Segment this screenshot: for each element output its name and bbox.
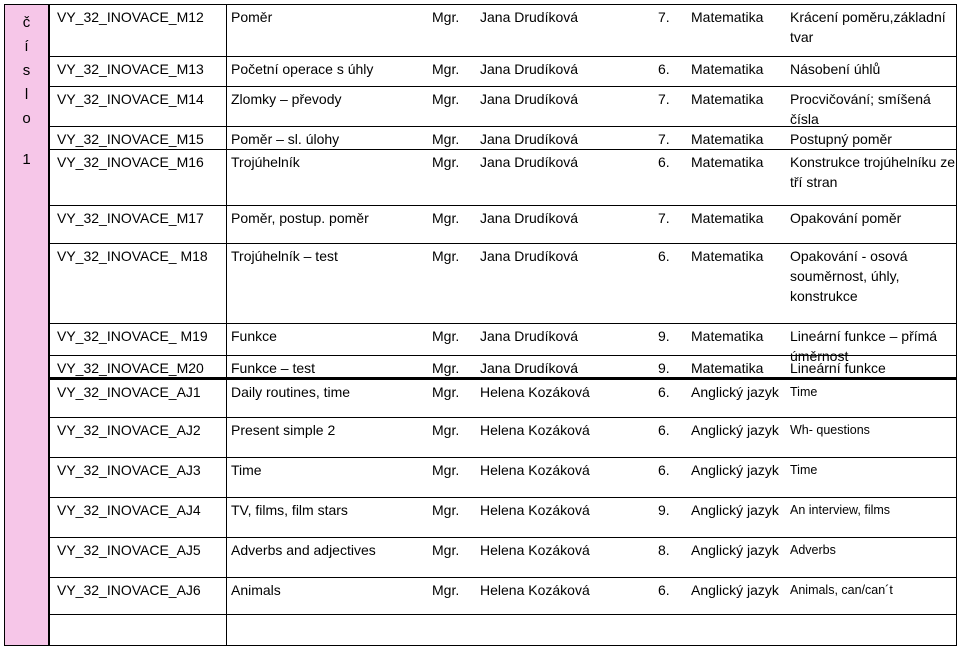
cell-title: Poměr, postup. poměr bbox=[231, 210, 369, 226]
cell-code: VY_32_INOVACE_AJ4 bbox=[57, 502, 201, 518]
cell-author: Jana Drudíková bbox=[480, 91, 579, 107]
table-row bbox=[50, 244, 956, 324]
cell-code: VY_32_INOVACE_AJ6 bbox=[57, 582, 201, 598]
materials-table bbox=[50, 5, 956, 615]
cell-author: Jana Drudíková bbox=[480, 154, 579, 170]
table-row bbox=[50, 458, 956, 498]
cell-title: Time bbox=[231, 462, 262, 478]
side-letter: í bbox=[24, 38, 29, 55]
table-row bbox=[50, 206, 956, 244]
cell-subject: Matematika bbox=[691, 131, 764, 147]
cell-author: Jana Drudíková bbox=[480, 9, 579, 25]
cell-mgr: Mgr. bbox=[432, 248, 460, 264]
cell-subject: Anglický jazyk bbox=[691, 502, 779, 518]
cell-topic: Opakování - osová souměrnost, úhly, konstrukce bbox=[790, 248, 908, 304]
side-letters bbox=[5, 11, 48, 131]
cell-subject: Anglický jazyk bbox=[691, 582, 779, 598]
table-row bbox=[50, 87, 956, 127]
cell-mgr: Mgr. bbox=[432, 61, 460, 77]
side-letter: o bbox=[22, 110, 31, 127]
cell-mgr: Mgr. bbox=[432, 91, 460, 107]
cell-code: VY_32_INOVACE_M16 bbox=[57, 154, 204, 170]
cell-author: Helena Kozáková bbox=[480, 462, 590, 478]
cell-code: VY_32_INOVACE_M12 bbox=[57, 9, 204, 25]
cell-subject: Matematika bbox=[691, 61, 764, 77]
cell-mgr: Mgr. bbox=[432, 360, 460, 376]
cell-title: Početní operace s úhly bbox=[231, 61, 374, 77]
cell-grade: 6. bbox=[658, 582, 670, 598]
cell-mgr: Mgr. bbox=[432, 154, 460, 170]
cell-title: TV, films, film stars bbox=[231, 502, 348, 518]
cell-grade: 6. bbox=[658, 154, 670, 170]
side-letter: l bbox=[24, 86, 29, 103]
cell-title: Animals bbox=[231, 582, 281, 598]
table-row bbox=[50, 356, 956, 380]
cell-title: Daily routines, time bbox=[231, 384, 351, 400]
cell-author: Jana Drudíková bbox=[480, 328, 579, 344]
cell-author: Jana Drudíková bbox=[480, 360, 579, 376]
cell-mgr: Mgr. bbox=[432, 542, 460, 558]
cell-title: Adverbs and adjectives bbox=[231, 542, 376, 558]
cell-topic: Opakování poměr bbox=[790, 210, 902, 226]
cell-grade: 6. bbox=[658, 61, 670, 77]
cell-mgr: Mgr. bbox=[432, 9, 460, 25]
cell-title: Poměr bbox=[231, 9, 273, 25]
cell-author: Helena Kozáková bbox=[480, 384, 590, 400]
cell-mgr: Mgr. bbox=[432, 502, 460, 518]
cell-topic: Konstrukce trojúhelníku ze tří stran bbox=[790, 154, 955, 190]
cell-topic: Postupný poměr bbox=[790, 131, 892, 147]
side-letter: s bbox=[22, 62, 31, 79]
cell-grade: 7. bbox=[658, 131, 670, 147]
table-row bbox=[50, 150, 956, 206]
cell-subject: Matematika bbox=[691, 360, 764, 376]
cell-grade: 6. bbox=[658, 384, 670, 400]
cell-subject: Matematika bbox=[691, 154, 764, 170]
cell-code: VY_32_INOVACE_ M18 bbox=[57, 248, 208, 264]
cell-topic: An interview, films bbox=[790, 503, 891, 517]
side-number: 1 bbox=[22, 151, 31, 168]
cell-topic: Procvičování; smíšená čísla bbox=[790, 91, 931, 127]
cell-code: VY_32_INOVACE_AJ2 bbox=[57, 422, 201, 438]
cell-title: Funkce bbox=[231, 328, 277, 344]
side-label-column bbox=[5, 5, 50, 645]
cell-mgr: Mgr. bbox=[432, 328, 460, 344]
cell-title: Trojúhelník – test bbox=[231, 248, 338, 264]
cell-subject: Anglický jazyk bbox=[691, 542, 779, 558]
cell-author: Jana Drudíková bbox=[480, 248, 579, 264]
column-divider bbox=[226, 5, 227, 645]
cell-grade: 7. bbox=[658, 210, 670, 226]
cell-subject: Matematika bbox=[691, 210, 764, 226]
cell-subject: Anglický jazyk bbox=[691, 384, 779, 400]
cell-code: VY_32_INOVACE_AJ5 bbox=[57, 542, 201, 558]
cell-mgr: Mgr. bbox=[432, 422, 460, 438]
table-row bbox=[50, 498, 956, 538]
cell-title: Funkce – test bbox=[231, 360, 316, 376]
cell-grade: 9. bbox=[658, 360, 670, 376]
cell-mgr: Mgr. bbox=[432, 384, 460, 400]
table-row bbox=[50, 380, 956, 418]
cell-author: Helena Kozáková bbox=[480, 422, 590, 438]
cell-code: VY_32_INOVACE_M14 bbox=[57, 91, 204, 107]
cell-topic: Adverbs bbox=[790, 543, 836, 557]
table-row bbox=[50, 578, 956, 615]
cell-grade: 9. bbox=[658, 502, 670, 518]
cell-subject: Matematika bbox=[691, 328, 764, 344]
cell-grade: 6. bbox=[658, 422, 670, 438]
cell-grade: 7. bbox=[658, 9, 670, 25]
cell-code: VY_32_INOVACE_M17 bbox=[57, 210, 204, 226]
cell-grade: 7. bbox=[658, 91, 670, 107]
cell-subject: Matematika bbox=[691, 248, 764, 264]
table-row bbox=[50, 57, 956, 87]
cell-topic: Lineární funkce – přímá úměrnost bbox=[790, 328, 938, 364]
cell-code: VY_32_INOVACE_AJ1 bbox=[57, 384, 201, 400]
cell-author: Jana Drudíková bbox=[480, 131, 579, 147]
cell-mgr: Mgr. bbox=[432, 462, 460, 478]
cell-author: Jana Drudíková bbox=[480, 210, 579, 226]
cell-subject: Anglický jazyk bbox=[691, 422, 779, 438]
cell-code: VY_32_INOVACE_M15 bbox=[57, 131, 204, 147]
cell-topic: Animals, can/can´t bbox=[790, 583, 893, 597]
cell-code: VY_32_INOVACE_AJ3 bbox=[57, 462, 201, 478]
cell-topic: Wh- questions bbox=[790, 423, 870, 437]
table-row bbox=[50, 418, 956, 458]
cell-grade: 8. bbox=[658, 542, 670, 558]
cell-author: Helena Kozáková bbox=[480, 502, 590, 518]
cell-topic: Time bbox=[790, 463, 818, 477]
cell-topic: Time bbox=[790, 385, 818, 399]
cell-code: VY_32_INOVACE_ M19 bbox=[57, 328, 208, 344]
cell-mgr: Mgr. bbox=[432, 582, 460, 598]
cell-subject: Anglický jazyk bbox=[691, 462, 779, 478]
cell-title: Poměr – sl. úlohy bbox=[231, 131, 340, 147]
cell-title: Zlomky – převody bbox=[231, 91, 342, 107]
table-row bbox=[50, 324, 956, 364]
cell-subject: Matematika bbox=[691, 9, 764, 25]
cell-grade: 9. bbox=[658, 328, 670, 344]
cell-subject: Matematika bbox=[691, 91, 764, 107]
cell-author: Jana Drudíková bbox=[480, 61, 579, 77]
cell-grade: 6. bbox=[658, 462, 670, 478]
table-row bbox=[50, 5, 956, 57]
cell-topic: Lineární funkce bbox=[790, 360, 886, 376]
cell-code: VY_32_INOVACE_M20 bbox=[57, 360, 204, 376]
cell-topic: Krácení poměru,základní tvar bbox=[790, 9, 946, 45]
cell-author: Helena Kozáková bbox=[480, 542, 590, 558]
table-row bbox=[50, 127, 956, 150]
cell-code: VY_32_INOVACE_M13 bbox=[57, 61, 204, 77]
cell-grade: 6. bbox=[658, 248, 670, 264]
side-letter: č bbox=[22, 14, 31, 31]
cell-mgr: Mgr. bbox=[432, 131, 460, 147]
cell-title: Trojúhelník bbox=[231, 154, 300, 170]
table-row bbox=[50, 538, 956, 578]
cell-author: Helena Kozáková bbox=[480, 582, 590, 598]
cell-title: Present simple 2 bbox=[231, 422, 336, 438]
cell-topic: Násobení úhlů bbox=[790, 61, 881, 77]
cell-mgr: Mgr. bbox=[432, 210, 460, 226]
